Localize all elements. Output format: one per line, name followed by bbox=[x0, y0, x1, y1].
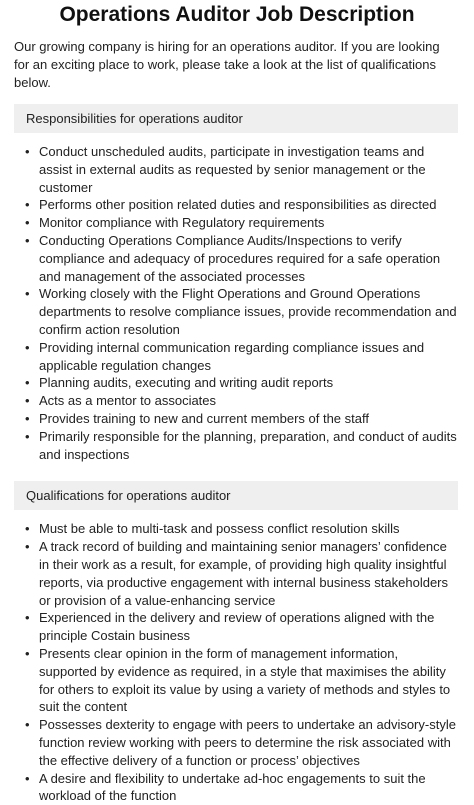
responsibilities-list bbox=[24, 143, 458, 463]
list-item: • Monitor compliance with Regulatory requirements bbox=[24, 214, 458, 232]
list-item: • A desire and flexibility to undertake ad-hoc engagements to suit the workload of the function bbox=[24, 770, 458, 805]
list-item: • Provides training to new and current members of the staff bbox=[24, 410, 458, 428]
qualifications-heading: Qualifications for operations auditor bbox=[14, 481, 458, 510]
intro-paragraph: Our growing company is hiring for an operations auditor. If you are looking for an exciting place to work, please take a look at the list of qualifications below. bbox=[14, 38, 458, 92]
list-item: • Must be able to multi-task and possess conflict resolution skills bbox=[24, 520, 458, 538]
page-title: Operations Auditor Job Description bbox=[0, 0, 474, 29]
list-item: • Experienced in the delivery and review of operations aligned with the principle Costain business bbox=[24, 609, 458, 645]
list-item: • A track record of building and maintaining senior managers’ confidence in their work as a result, for example, of providing high quality insightful reports, via productive engagement with internal business stakeholders or provision of a value-enhancing service bbox=[24, 538, 458, 609]
list-item: • Acts as a mentor to associates bbox=[24, 392, 458, 410]
qualifications-list bbox=[24, 520, 458, 805]
list-item: • Planning audits, executing and writing audit reports bbox=[24, 374, 458, 392]
list-item: • Conducting Operations Compliance Audits/Inspections to verify compliance and adequacy of procedures required for a safe operation and management of the associated processes bbox=[24, 232, 458, 285]
list-item: • Primarily responsible for the planning, preparation, and conduct of audits and inspections bbox=[24, 428, 458, 464]
list-item: • Performs other position related duties and responsibilities as directed bbox=[24, 196, 458, 214]
list-item: • Possesses dexterity to engage with peers to undertake an advisory-style function review working with peers to determine the risk associated with the effective delivery of a function or process’ objectives bbox=[24, 716, 458, 769]
list-item: • Providing internal communication regarding compliance issues and applicable regulation changes bbox=[24, 339, 458, 375]
list-item: • Working closely with the Flight Operations and Ground Operations departments to resolve compliance issues, provide recommendation and confirm action resolution bbox=[24, 285, 458, 338]
list-item: • Conduct unscheduled audits, participate in investigation teams and assist in external audits as requested by senior management or the customer bbox=[24, 143, 458, 196]
list-item: • Presents clear opinion in the form of management information, supported by evidence as required, in a style that maximises the ability for others to exploit its value by using a variety of methods and styles to suit the content bbox=[24, 645, 458, 716]
responsibilities-heading: Responsibilities for operations auditor bbox=[14, 104, 458, 133]
